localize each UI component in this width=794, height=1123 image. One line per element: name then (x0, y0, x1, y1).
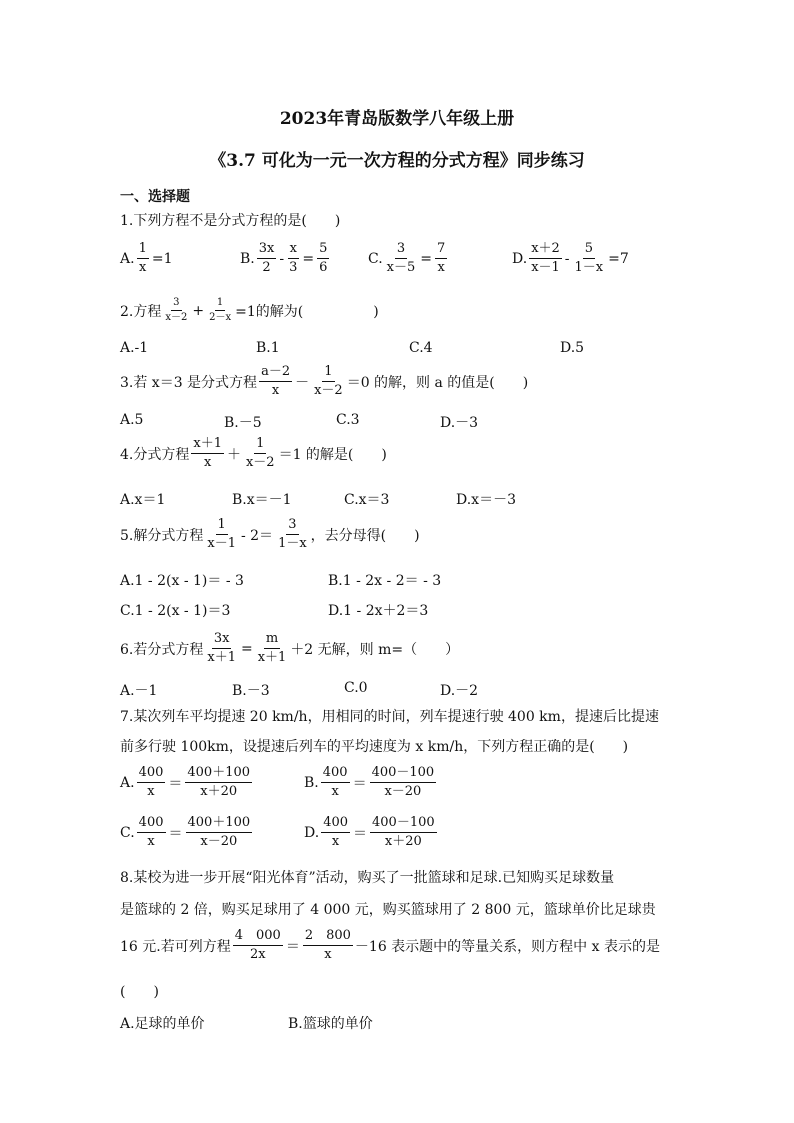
option-label: A. (120, 250, 135, 267)
fraction: $\frac{3}{x-5}$ (386, 241, 416, 275)
fraction: $\frac{400-100}{x-20}$ (371, 765, 435, 799)
q8-line2: 是篮球的 2 倍，购买足球用了 4 000 元，购买篮球用了 2 800 元，篮球单价比足球贵 (120, 902, 656, 918)
q5-stem: 5.解分式方程 $\frac{1}{x-1}$ - 2＝ $\frac{3}{1-x}$ ，去分母得( ) (120, 517, 420, 551)
fraction: $\frac{400}{x}$ (138, 815, 164, 849)
fraction: $\frac{5}{6}$ (319, 241, 328, 275)
q4-option-d[interactable]: D.x＝－3 (456, 492, 516, 508)
section-heading: 一、选择题 (120, 189, 190, 205)
option-label: A. (120, 774, 135, 791)
q7-option-b[interactable]: B. $\frac{400}{x}$ ＝ $\frac{400-100}{x-20}$ (304, 765, 435, 799)
q2-stem: 2.方程 $\frac{3}{x-2}$ + $\frac{1}{2-x}$ =1的解为( ) (120, 297, 379, 323)
q2-option-d[interactable]: D.5 (560, 340, 585, 356)
q5-option-c[interactable]: C.1 - 2(x - 1)＝3 (120, 603, 231, 619)
q8-option-a[interactable]: A.足球的单价 (120, 1016, 205, 1032)
page-title: 2023年青岛版数学八年级上册 (279, 109, 515, 129)
q2-option-c[interactable]: C.4 (409, 340, 433, 356)
q7-option-d[interactable]: D. $\frac{400}{x}$ ＝ $\frac{400-100}{x+20}$ (304, 815, 435, 849)
q8-line4: ( ) (120, 984, 159, 1000)
fraction: $\frac{400+100}{x-20}$ (187, 815, 251, 849)
option-label: D. (304, 824, 320, 841)
option-label: B. (240, 250, 255, 267)
fraction: $\frac{2 800}{x}$ (304, 928, 351, 962)
q1-option-d[interactable]: D. $\frac{x+2}{x-1}$ - $\frac{5}{1-x}$ =7 (512, 241, 629, 275)
q8-option-b[interactable]: B.篮球的单价 (288, 1016, 373, 1032)
q7-line2: 前多行驶 100km，设提速后列车的平均速度为 x km/h，下列方程正确的是( ) (120, 739, 629, 755)
q3-option-d[interactable]: D.－3 (440, 415, 479, 431)
q1-stem: 1.下列方程不是分式方程的是( ) (120, 213, 341, 229)
q6-stem: 6.若分式方程 $\frac{3x}{x+1}$ = $\frac{m}{x+1}$ ＋2 无解，则 m=（ ） (120, 631, 460, 665)
q3-stem: 3.若 x＝3 是分式方程 $\frac{a-2}{x}$ － $\frac{1}{x-2}$ ＝0 的解，则 a 的值是( ) (120, 364, 529, 398)
q5-option-d[interactable]: D.1 - 2x＋2＝3 (328, 603, 429, 619)
fraction: $\frac{1}{x}$ (138, 241, 147, 275)
fraction: $\frac{3}{x-2}$ (165, 297, 188, 323)
fraction: $\frac{1}{2-x}$ (209, 297, 232, 323)
page-subtitle: 《3.7 可化为一元一次方程的分式方程》同步练习 (209, 151, 585, 171)
q4-option-b[interactable]: B.x＝－1 (232, 492, 292, 508)
q4-option-a[interactable]: A.x＝1 (120, 492, 166, 508)
fraction: $\frac{400-100}{x+20}$ (372, 815, 435, 849)
fraction: $\frac{400+100}{x+20}$ (187, 765, 251, 799)
q8-line3: 16 元.若可列方程 $\frac{4 000}{2x}$ ＝ $\frac{2 800}{x}$ －16 表示题中的等量关系，则方程中 x 表示的是 (120, 928, 660, 962)
fraction: $\frac{5}{1-x}$ (574, 241, 604, 275)
option-label: C. (368, 250, 383, 267)
q2-option-b[interactable]: B.1 (256, 340, 280, 356)
fraction: $\frac{x+2}{x-1}$ (531, 241, 560, 275)
q6-option-d[interactable]: D.－2 (440, 683, 479, 699)
fraction: $\frac{400}{x}$ (138, 765, 164, 799)
option-label: B. (304, 774, 319, 791)
fraction: $\frac{x+1}{x}$ (193, 436, 222, 470)
fraction: $\frac{3}{1-x}$ (278, 517, 307, 551)
fraction: $\frac{7}{x}$ (437, 241, 446, 275)
q6-option-a[interactable]: A.－1 (120, 683, 158, 699)
q2-option-a[interactable]: A.-1 (120, 340, 149, 356)
q4-option-c[interactable]: C.x＝3 (344, 492, 390, 508)
q3-option-b[interactable]: B.－5 (224, 415, 262, 431)
option-label: D. (512, 250, 528, 267)
fraction: $\frac{x}{3}$ (289, 241, 298, 275)
q3-option-c[interactable]: C.3 (336, 412, 360, 428)
fraction: $\frac{4 000}{2x}$ (234, 928, 281, 962)
q4-stem: 4.分式方程 $\frac{x+1}{x}$ ＋ $\frac{1}{x-2}$ ＝1 的解是( ) (120, 436, 387, 470)
q1-option-a[interactable]: A. $\frac{1}{x}$ =1 (120, 241, 173, 275)
fraction: $\frac{1}{x-2}$ (245, 436, 275, 470)
q1-option-b[interactable]: B. $\frac{3x}{2}$ - $\frac{x}{3}$ = $\frac{5}{6}$ (240, 241, 328, 275)
fraction: $\frac{3x}{2}$ (258, 241, 275, 275)
fraction: $\frac{1}{x-1}$ (207, 517, 236, 551)
fraction: $\frac{400}{x}$ (322, 765, 348, 799)
q5-option-b[interactable]: B.1 - 2x - 2＝ - 3 (328, 573, 442, 589)
q7-line1: 7.某次列车平均提速 20 km/h，用相同的时间，列车提速行驶 400 km，提速后比提速 (120, 709, 659, 725)
q7-option-a[interactable]: A. $\frac{400}{x}$ ＝ $\frac{400+100}{x+20}$ (120, 765, 251, 799)
fraction: $\frac{m}{x+1}$ (257, 631, 287, 665)
q8-line1: 8.某校为进一步开展“阳光体育”活动，购买了一批篮球和足球.已知购买足球数量 (120, 870, 615, 886)
q1-option-c[interactable]: C. $\frac{3}{x-5}$ = $\frac{7}{x}$ (368, 241, 446, 275)
q5-option-a[interactable]: A.1 - 2(x - 1)＝ - 3 (120, 573, 244, 589)
fraction: $\frac{a-2}{x}$ (261, 364, 291, 398)
fraction: $\frac{1}{x-2}$ (314, 364, 343, 398)
q6-option-c[interactable]: C.0 (344, 680, 368, 696)
option-label: C. (120, 824, 135, 841)
fraction: $\frac{3x}{x+1}$ (207, 631, 236, 665)
q3-option-a[interactable]: A.5 (120, 412, 144, 428)
q6-option-b[interactable]: B.－3 (232, 683, 270, 699)
q7-option-c[interactable]: C. $\frac{400}{x}$ ＝ $\frac{400+100}{x-20}$ (120, 815, 251, 849)
fraction: $\frac{400}{x}$ (323, 815, 349, 849)
